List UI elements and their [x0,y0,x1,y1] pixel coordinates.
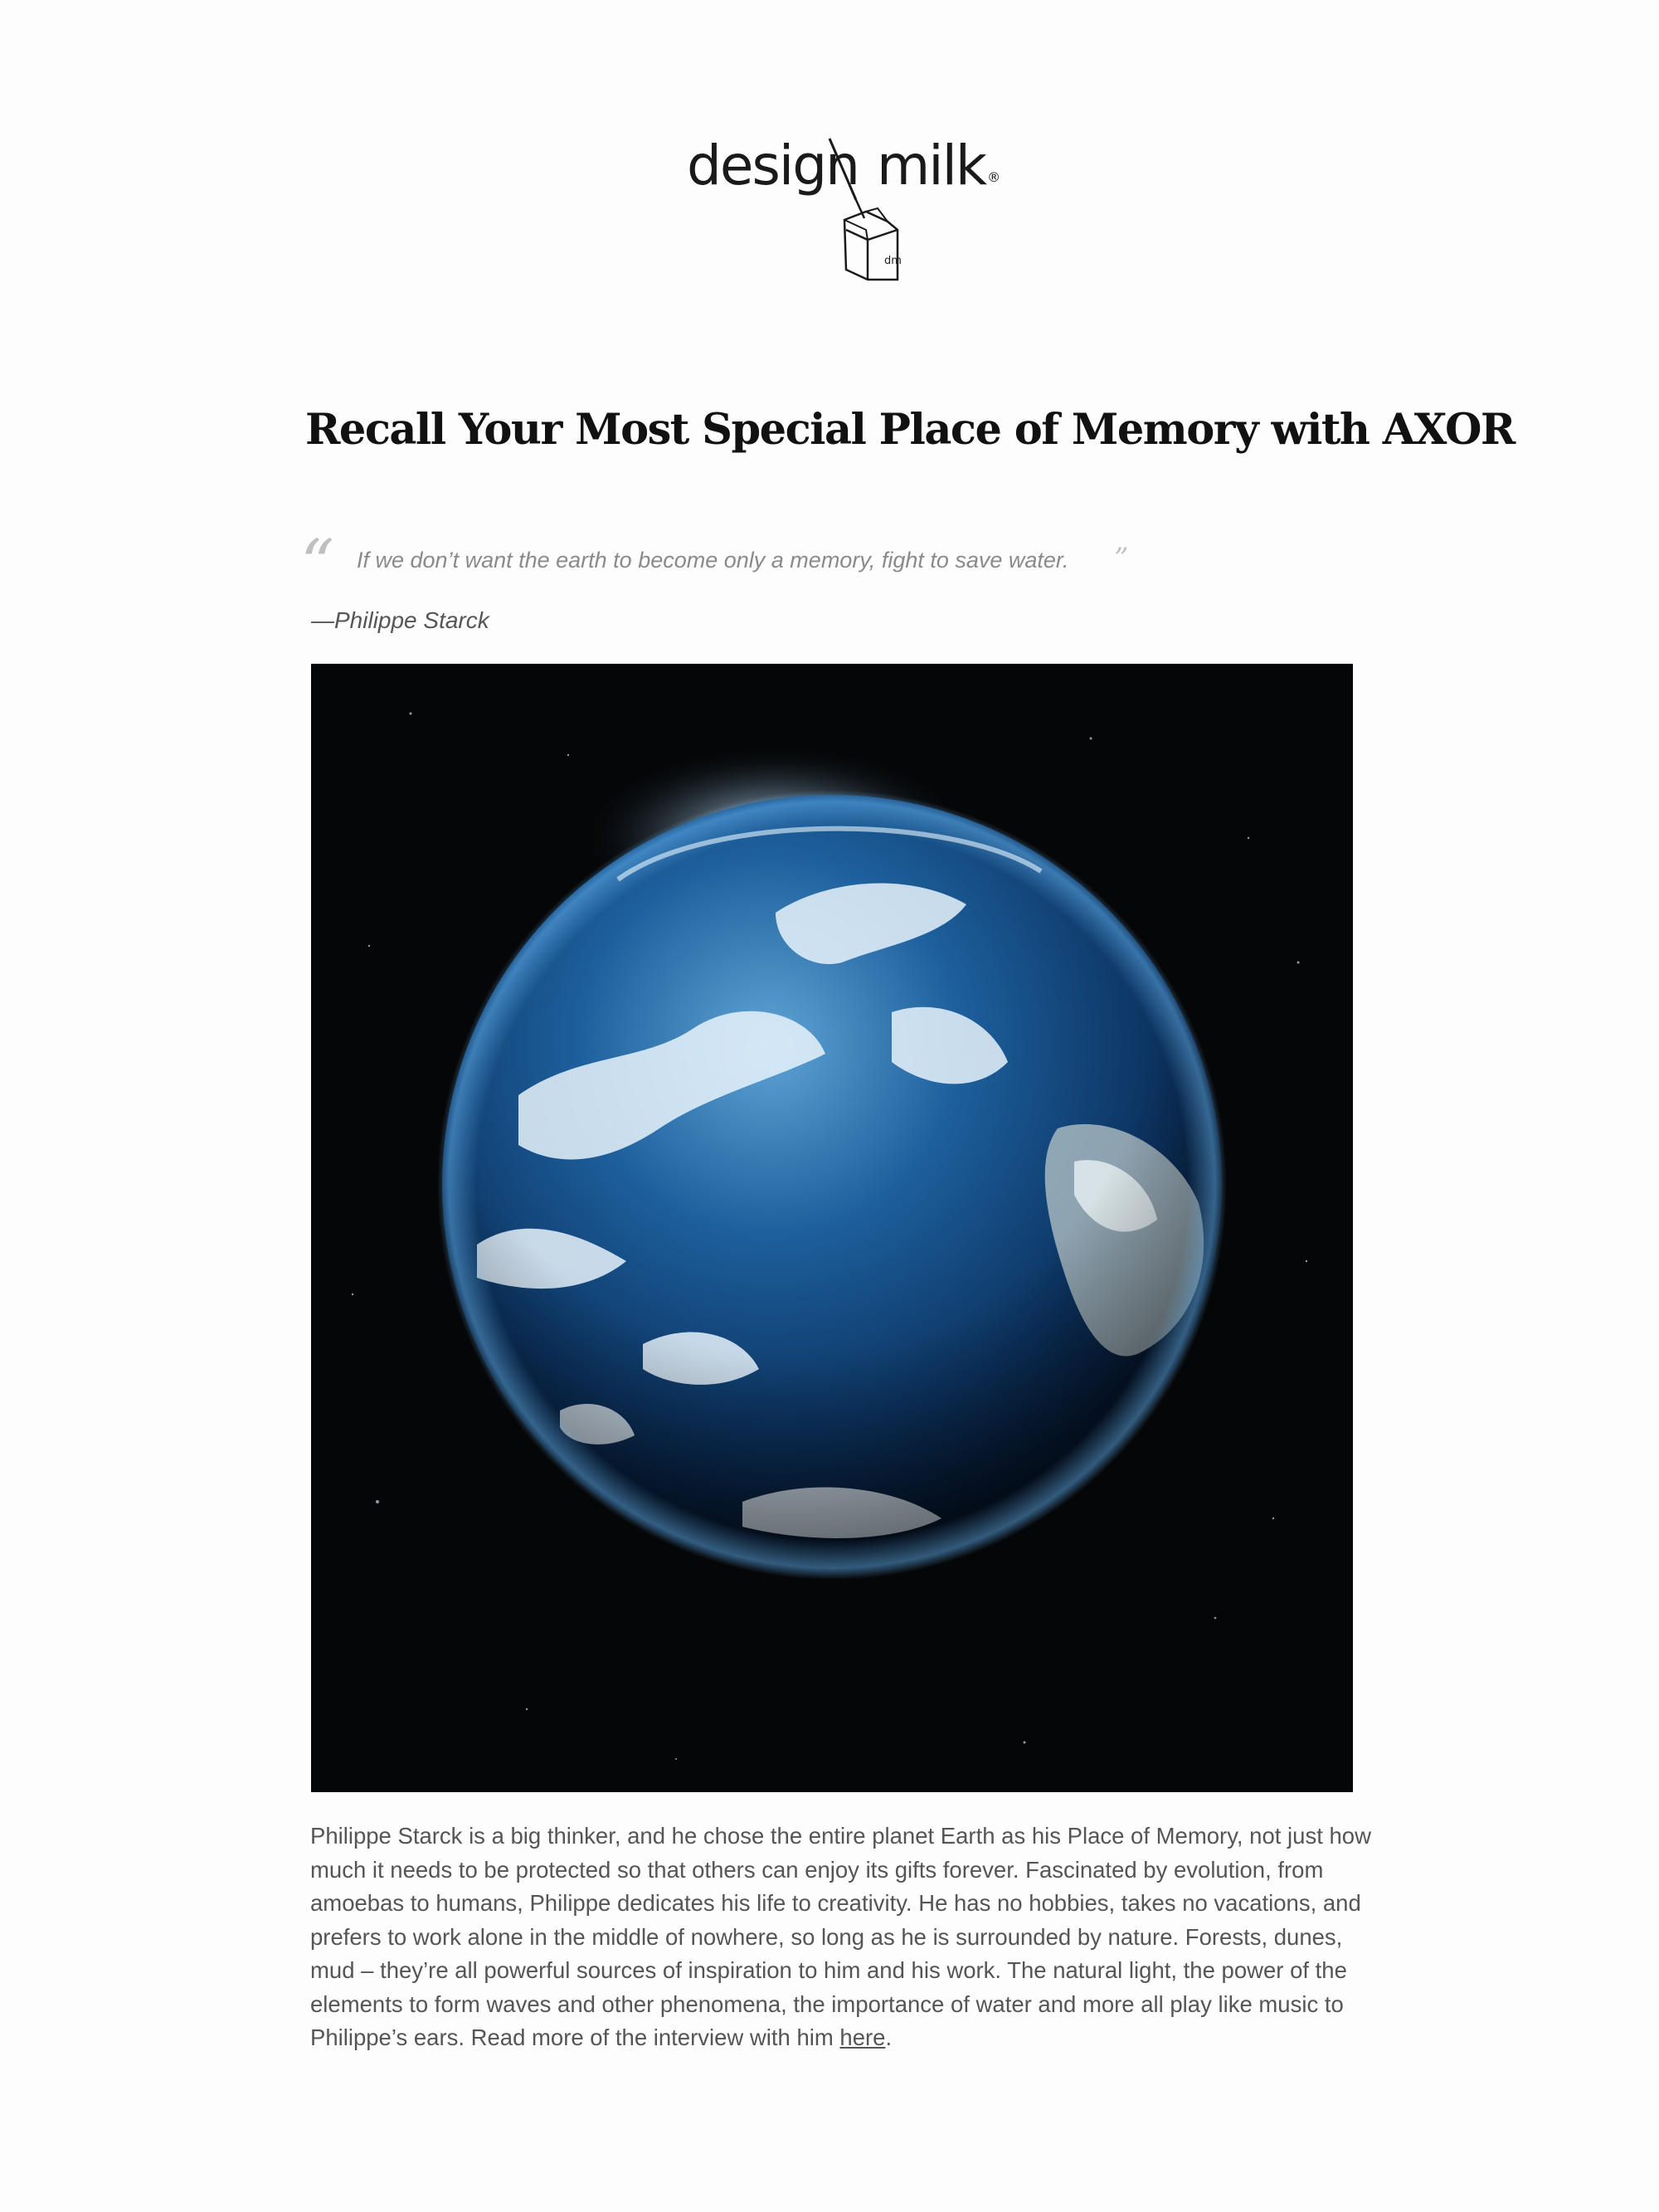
article-body-text: Philippe Starck is a big thinker, and he chose the entire planet Earth as his Place of Memory, not just how much it needs to be protected so that others can enjoy its gifts forever. Fascinated by evolution, from amoebas to humans, Philippe dedicates his life to creativity. He has no hobbies, takes no vacations, and prefers to work alone in the middle of nowhere, so long as he is surrounded by nature. Forests, dunes, mud – they’re all powerful sources of inspiration to him and his work. The natural light, the power of the elements to form waves and other phenomena, the importance of water and more all play like music to Philippe’s ears. Read more of the interview with him [310,1823,1371,2050]
close-quote-icon: ” [1114,542,1129,575]
open-quote-icon: “ [300,525,334,602]
design-milk-logo[interactable] [680,129,1000,286]
logo-word-design: design [687,134,859,197]
article-title: Recall Your Most Special Place of Memory with AXOR [305,405,1515,455]
quote-attribution: —Philippe Starck [311,607,489,633]
article-body [310,1820,1380,2055]
body-period: . [885,2024,893,2050]
earth-illustration [311,664,1353,1792]
registered-mark: ® [987,169,1000,185]
logo-wordmark [687,129,999,203]
pull-quote: If we don’t want the earth to become only a memory, fight to save water. [357,548,1069,572]
planet-earth-image [311,664,1353,1792]
logo-word-milk: milk [876,134,986,197]
read-more-link[interactable]: here [839,2024,886,2050]
carton-label: dm [884,255,902,267]
